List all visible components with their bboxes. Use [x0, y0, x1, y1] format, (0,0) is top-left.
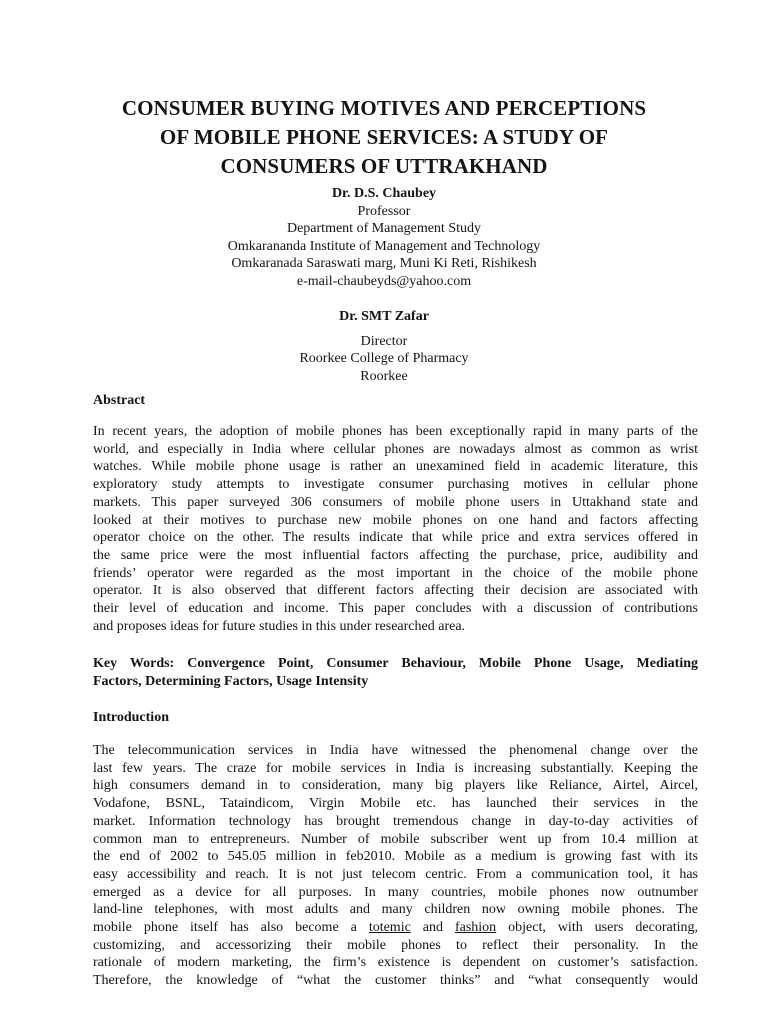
- underlined-term: totemic: [368, 920, 411, 936]
- text-line: Factors, Determining Factors, Usage Intensity: [93, 673, 369, 689]
- text-line: operator choice on the other. The results indicate that while price and extra services offered in: [93, 530, 698, 546]
- text-line: the end of 2002 to 545.05 million in feb2010. Mobile as a medium is growing fast with its: [93, 849, 698, 865]
- author2-name: Dr. SMT Zafar: [339, 309, 429, 325]
- text-line: Key Words: Convergence Point, Consumer Behaviour, Mobile Phone Usage, Mediating: [93, 656, 698, 671]
- text-line: market. Information technology has brought tremendous change in day-to-day activities of: [93, 813, 698, 829]
- text-line: operator. It is also observed that different factors affecting their decision are associated with: [93, 583, 698, 599]
- abstract-heading: Abstract: [93, 393, 146, 408]
- author1-address: Omkaranada Saraswati marg, Muni Ki Reti, Rishikesh: [231, 256, 537, 272]
- introduction-heading: Introduction: [93, 710, 169, 725]
- text-line: Vodafone, BSNL, Tataindicom, Virgin Mobile etc. has launched their services in the: [93, 796, 698, 812]
- author2-title: Director: [360, 333, 408, 349]
- text-line: friends’ operator were regarded as the most important in the choice of the mobile phone: [93, 565, 698, 581]
- author2-institute: Roorkee College of Pharmacy: [299, 351, 469, 367]
- text-line: markets. This paper surveyed 306 consumers of mobile phone users in Uttakhand state and: [93, 494, 698, 510]
- title-line: CONSUMER BUYING MOTIVES AND PERCEPTIONS: [121, 96, 647, 120]
- text-line: and proposes ideas for future studies in this under researched area.: [93, 618, 466, 634]
- underlined-term: fashion: [454, 920, 497, 936]
- text-line: customizing, and accessorizing their mobile phones to reflect their personality. In the: [93, 937, 698, 953]
- author2-city: Roorkee: [360, 368, 408, 384]
- text-line: their level of education and income. This paper concludes with a discussion of contributions: [93, 601, 698, 617]
- text-line: last few years. The craze for mobile services in India is increasing substantially. Keeping the: [93, 760, 698, 776]
- abstract-body: [93, 423, 698, 635]
- text-line: world, and especially in India where cellular phones are nowadays almost as common as wrist: [93, 441, 698, 457]
- text-line: easy accessibility and reach. It is not just telecom centric. From a communication tool, it has: [93, 866, 698, 882]
- text-line: The telecommunication services in India have witnessed the phenomenal change over the: [93, 743, 698, 758]
- text-line: rationale of modern marketing, the firm’s existence is dependent on customer’s satisfaction.: [93, 955, 698, 971]
- text-line: Therefore, the knowledge of “what the customer thinks” and “what consequently would: [93, 973, 698, 989]
- text-line: the same price were the most influential factors affecting the purchase, price, audibility and: [93, 547, 698, 563]
- introduction-body: [93, 742, 698, 990]
- paper-title: [60, 94, 708, 181]
- keywords: [93, 655, 698, 691]
- author1-title: Professor: [357, 203, 411, 219]
- spacer: [60, 291, 708, 309]
- text-line: high consumers demand in to consideration, many big players like Reliance, Airtel, Aircel,: [93, 778, 698, 794]
- author-block: [60, 185, 708, 386]
- text-line: looked at their motives to purchase new mobile phones on one hand and factors affecting: [93, 512, 698, 528]
- text-line: mobile phone itself has also become a totemic and fashion object, with users decorating,: [93, 920, 699, 936]
- author1-department: Department of Management Study: [286, 221, 481, 237]
- title-line: OF MOBILE PHONE SERVICES: A STUDY OF: [159, 125, 609, 149]
- spacer: [60, 326, 708, 333]
- title-line: CONSUMERS OF UTTRAKHAND: [220, 154, 548, 178]
- text-line: exploratory study attempts to investigate consumer purchasing motives in cellular phone: [93, 477, 698, 493]
- text-line: common man to entrepreneurs. Number of mobile subscriber went up from 10.4 million at: [93, 831, 698, 847]
- text-line: emerged as a device for all purposes. In many countries, mobile phones now outnumber: [93, 884, 698, 900]
- text-line: watches. While mobile phone usage is rather an unexamined field in academic literature, this: [93, 459, 698, 475]
- author1-name: Dr. D.S. Chaubey: [331, 186, 437, 201]
- text-line: land-line telephones, with most adults and many children now owning mobile phones. The: [93, 902, 698, 918]
- author1-institute: Omkarananda Institute of Management and Technology: [227, 238, 541, 254]
- author1-email: e-mail-chaubeyds@yahoo.com: [296, 273, 472, 289]
- text-line: In recent years, the adoption of mobile phones has been exceptionally rapid in many parts of the: [93, 424, 698, 439]
